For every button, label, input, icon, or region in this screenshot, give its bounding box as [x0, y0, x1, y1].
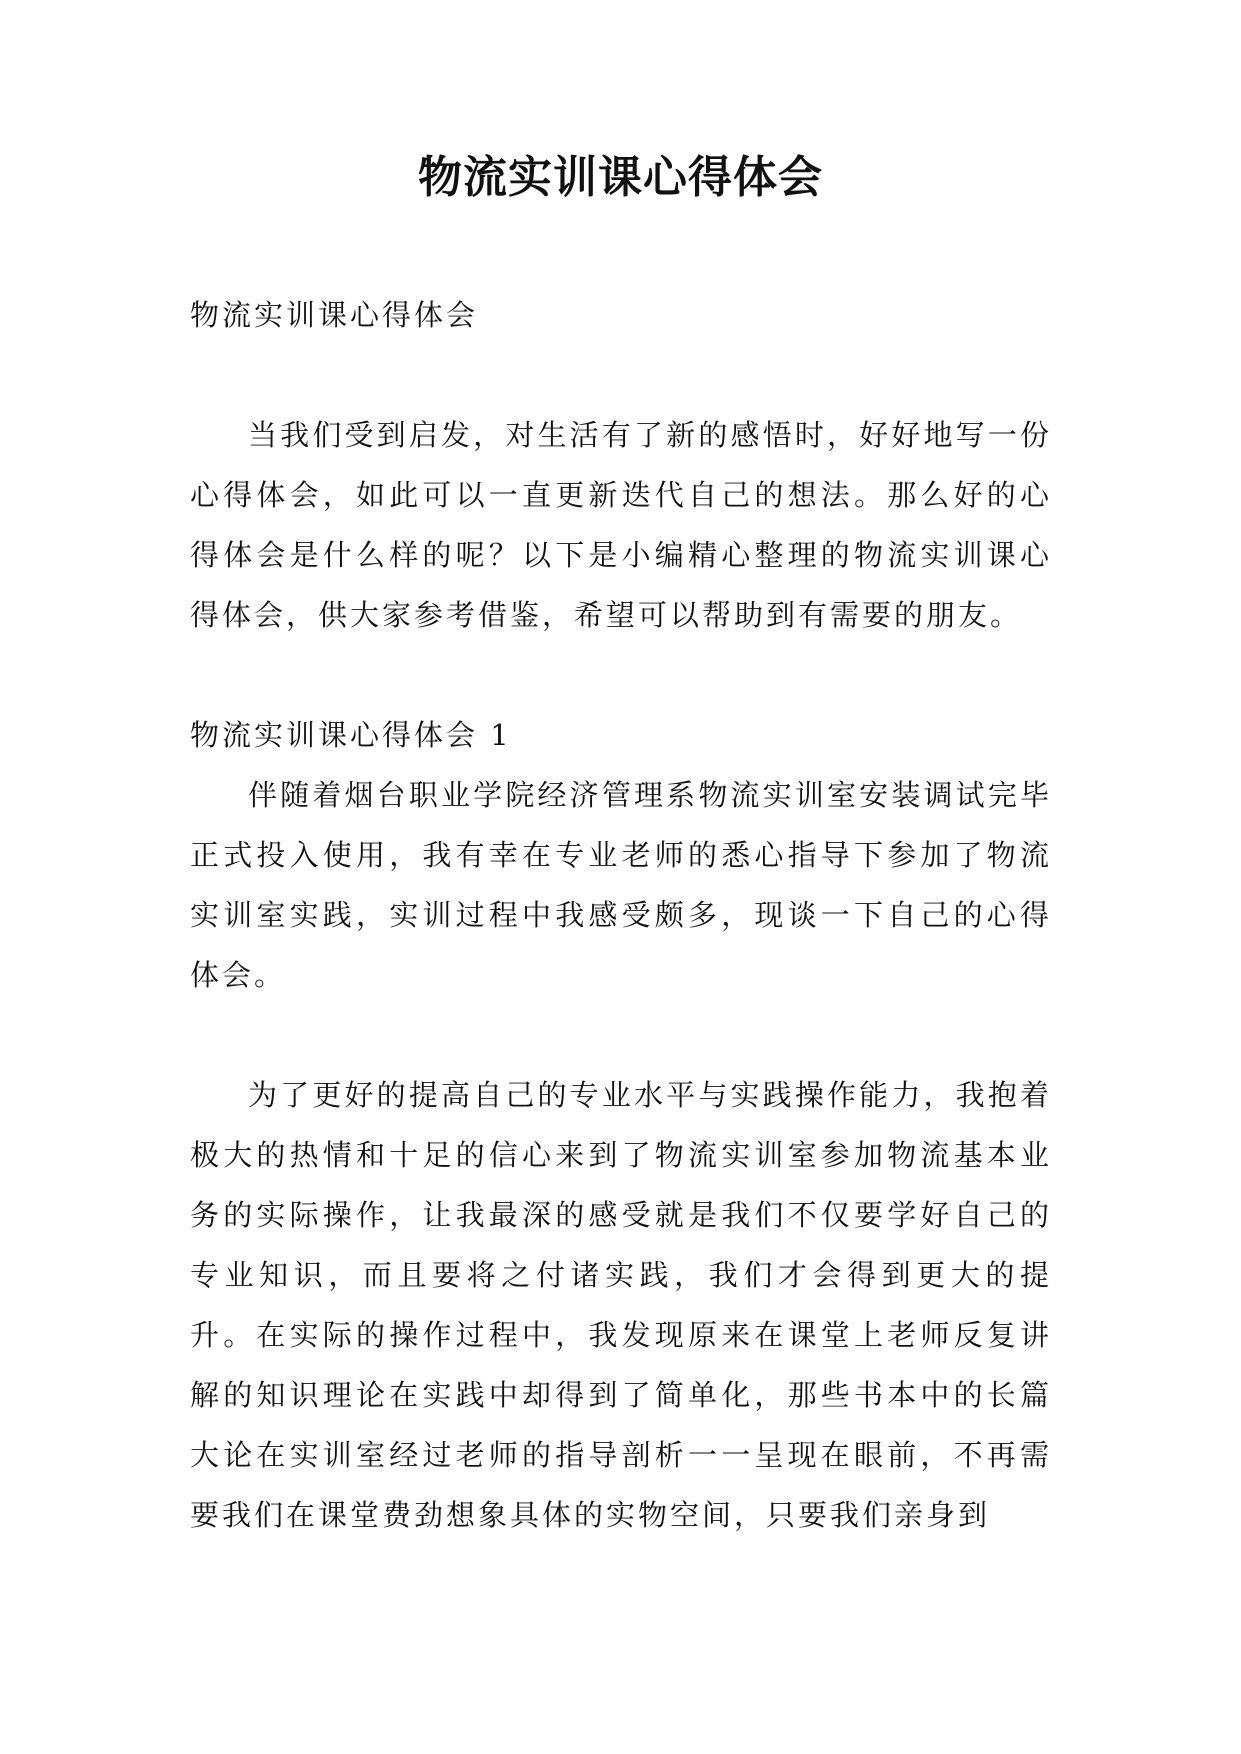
document-body: [190, 285, 1052, 1545]
spacer: [190, 1005, 1052, 1065]
intro-heading: 物流实训课心得体会: [190, 298, 479, 332]
intro-paragraph: 当我们受到启发，对生活有了新的感悟时，好好地写一份心得体会，如此可以一直更新迭代自己的想法。那么好的心得体会是什么样的呢？以下是小编精心整理的物流实训课心得体会，供大家参考借鉴，希望可以帮助到有需要的朋友。: [190, 418, 1052, 632]
document-title: 物流实训课心得体会: [418, 152, 823, 203]
section1-paragraph-1: 伴随着烟台职业学院经济管理系物流实训室安装调试完毕正式投入使用，我有幸在专业老师的悉心指导下参加了物流实训室实践，实训过程中我感受颇多，现谈一下自己的心得体会。: [190, 778, 1052, 992]
spacer: [190, 345, 1052, 405]
section1-paragraph-2: 为了更好的提高自己的专业水平与实践操作能力，我抱着极大的热情和十足的信心来到了物流实训室参加物流基本业务的实际操作，让我最深的感受就是我们不仅要学好自己的专业知识，而且要将之付诸实践，我们才会得到更大的提升。在实际的操作过程中，我发现原来在课堂上老师反复讲解的知识理论在实践中却得到了简单化，那些书本中的长篇大论在实训室经过老师的指导剖析一一呈现在眼前，不再需要我们在课堂费劲想象具体的实物空间，只要我们亲身到: [190, 1078, 1052, 1532]
spacer: [190, 645, 1052, 705]
section1-heading: 物流实训课心得体会 1: [190, 718, 512, 752]
